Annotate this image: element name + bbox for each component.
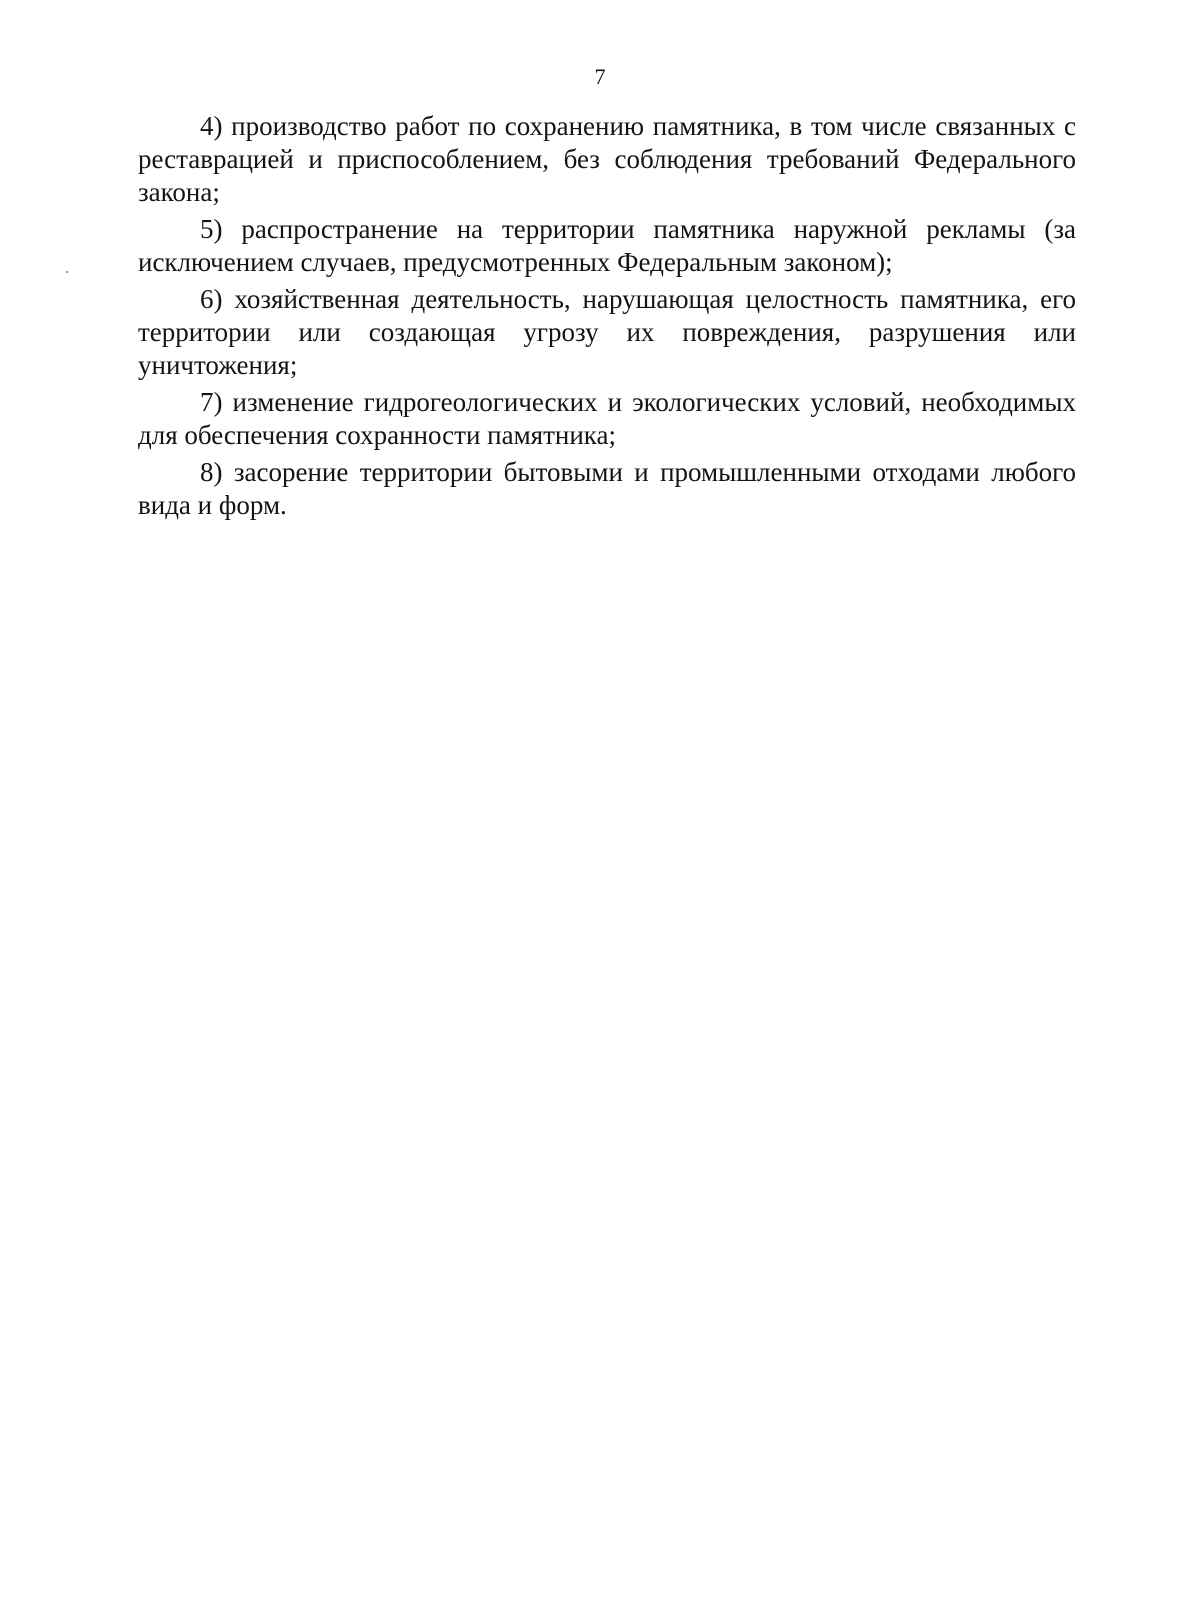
page-number: 7 (594, 64, 606, 89)
scan-artifact (66, 271, 68, 273)
list-item: 6) хозяйственная деятельность, нарушающая целостность памятника, его территории или создающая угрозу их повреждения, разрушения или уничтожения; (138, 284, 1076, 380)
list-item: 4) производство работ по сохранению памятника, в том числе связанных с реставрацией и приспособлением, без соблюдения требований Федерального закона; (138, 111, 1076, 207)
document-body (138, 110, 1076, 522)
list-item: 8) засорение территории бытовыми и промышленными отходами любого вида и форм. (138, 457, 1076, 520)
list-item: 7) изменение гидрогеологических и экологических условий, необходимых для обеспечения сохранности памятника; (138, 387, 1076, 450)
list-item: 5) распространение на территории памятника наружной рекламы (за исключением случаев, предусмотренных Федеральным законом); (138, 214, 1076, 277)
